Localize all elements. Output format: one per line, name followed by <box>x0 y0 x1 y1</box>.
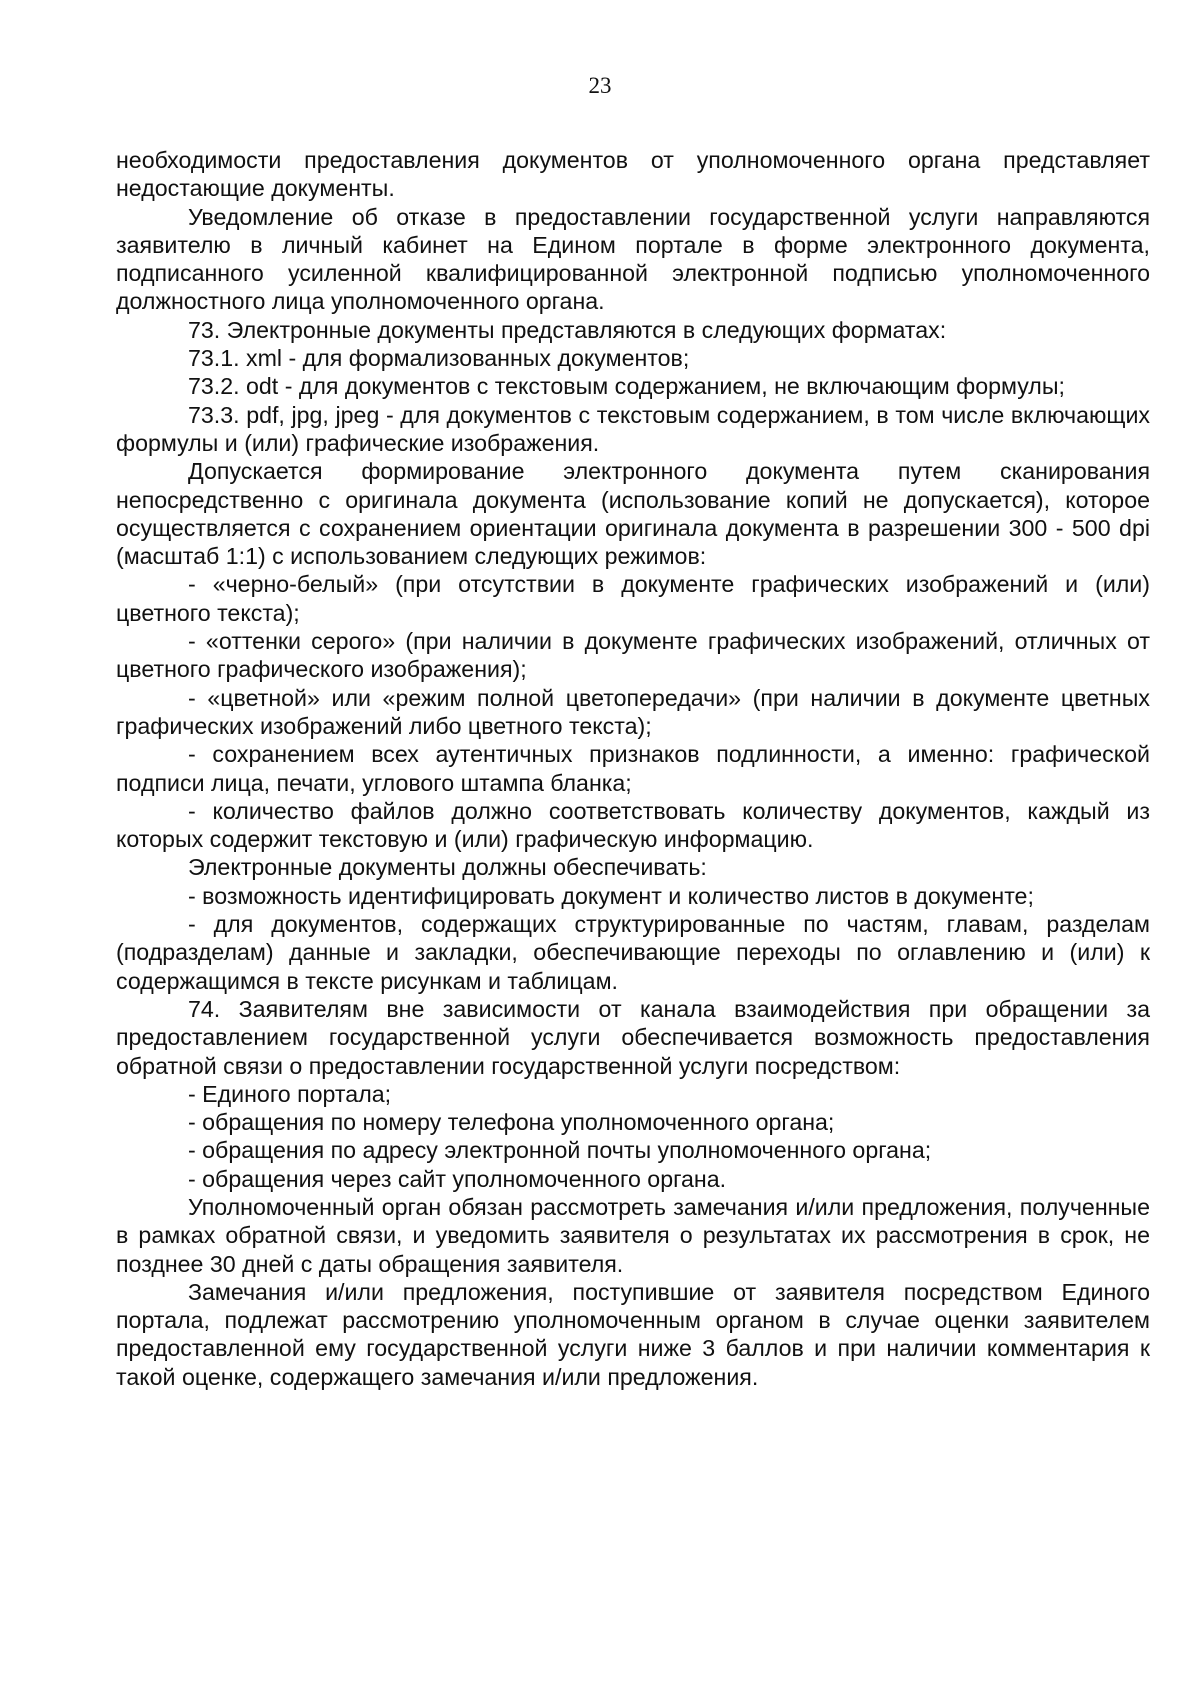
list-item: - сохранением всех аутентичных признаков подлинности, а именно: графической подписи лица, печати, углового штампа бланка; <box>116 741 1150 796</box>
paragraph: 73.1. xml - для формализованных документов; <box>188 345 690 372</box>
list-item: - обращения через сайт уполномоченного органа. <box>188 1165 727 1192</box>
list-item: - обращения по номеру телефона уполномоченного органа; <box>188 1109 835 1136</box>
page-number: 23 <box>588 73 612 98</box>
paragraph: необходимости предоставления документов от уполномоченного органа представляет недостающие документы. <box>116 147 1150 202</box>
paragraph: Электронные документы должны обеспечивать: <box>188 854 707 881</box>
paragraph: 74. Заявителям вне зависимости от канала взаимодействия при обращении за предоставлением государственной услуги обеспечивается возможность предоставления обратной связи о предоставлении государственной услуги посредством: <box>116 995 1150 1079</box>
paragraph: Уведомление об отказе в предоставлении государственной услуги направляются заявителю в личный кабинет на Едином портале в форме электронного документа, подписанного усиленной квалифицированной электронной подписью уполномоченного должностного лица уполномоченного органа. <box>116 203 1150 315</box>
paragraph: 73.2. odt - для документов с текстовым содержанием, не включающим формулы; <box>188 373 1065 400</box>
list-item: - «оттенки серого» (при наличии в документе графических изображений, отличных от цветного графического изображения); <box>116 628 1150 683</box>
paragraph: 73. Электронные документы представляются в следующих форматах: <box>188 316 947 343</box>
list-item: - «цветной» или «режим полной цветопередачи» (при наличии в документе цветных графических изображений либо цветного текста); <box>116 684 1150 739</box>
list-item: - обращения по адресу электронной почты уполномоченного органа; <box>188 1137 932 1164</box>
paragraph: Замечания и/или предложения, поступившие от заявителя посредством Единого портала, подлежат рассмотрению уполномоченным органом в случае оценки заявителем предоставленной ему государственной услуги ниже 3 баллов и при наличии комментария к такой оценке, содержащего замечания и/или предложения. <box>116 1278 1150 1390</box>
paragraph: 73.3. pdf, jpg, jpeg - для документов с текстовым содержанием, в том числе включающих формулы и (или) графические изображения. <box>116 401 1150 456</box>
paragraph: Уполномоченный орган обязан рассмотреть замечания и/или предложения, полученные в рамках обратной связи, и уведомить заявителя о результатах их рассмотрения в срок, не позднее 30 дней с даты обращения заявителя. <box>116 1193 1150 1277</box>
list-item: - Единого портала; <box>188 1080 392 1107</box>
paragraph: Допускается формирование электронного документа путем сканирования непосредственно с оригинала документа (использование копий не допускается), которое осуществляется с сохранением ориентации оригинала документа в разрешении 300 - 500 dpi (масштаб 1:1) с использованием следующих режимов: <box>116 458 1150 570</box>
list-item: - возможность идентифицировать документ и количество листов в документе; <box>188 882 1034 909</box>
list-item: - количество файлов должно соответствовать количеству документов, каждый из которых содержит текстовую и (или) графическую информацию. <box>116 797 1150 853</box>
document-body <box>116 146 1150 1391</box>
list-item: - для документов, содержащих структурированные по частям, главам, разделам (подразделам) данные и закладки, обеспечивающие переходы по оглавлению и (или) к содержащимся в тексте рисункам и таблицам. <box>116 911 1150 994</box>
list-item: - «черно-белый» (при отсутствии в документе графических изображений и (или) цветного текста); <box>116 571 1150 626</box>
